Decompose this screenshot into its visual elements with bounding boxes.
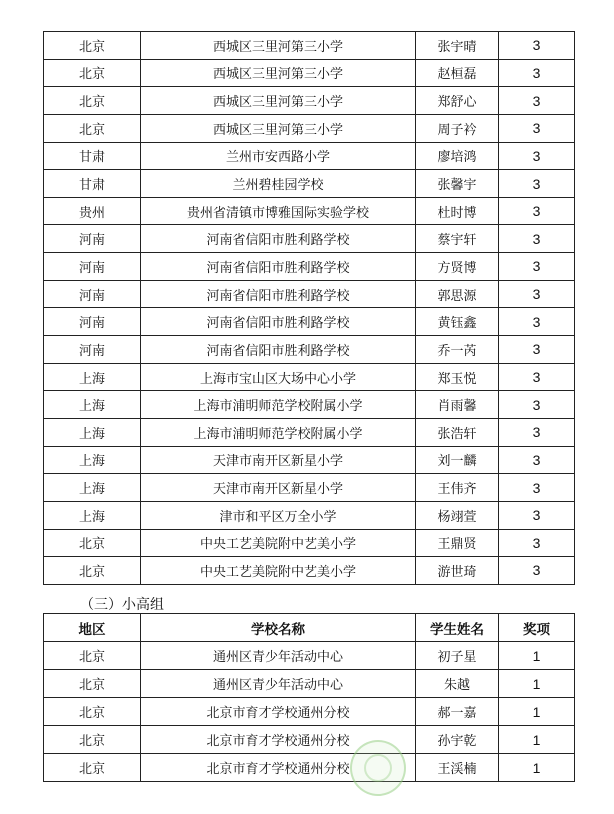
section-title: （三）小高组 [80,597,164,613]
cell-award: 1 [499,670,575,698]
cell-region: 上海 [44,391,141,419]
cell-award: 3 [499,114,575,142]
header-award: 奖项 [499,614,575,642]
cell-student: 朱越 [416,670,499,698]
cell-student: 杜时博 [416,197,499,225]
cell-region: 北京 [44,87,141,115]
cell-school: 河南省信阳市胜利路学校 [141,336,416,364]
table-row [44,59,575,87]
cell-student: 廖培鸿 [416,142,499,170]
cell-award: 3 [499,446,575,474]
cell-region: 北京 [44,642,141,670]
cell-student: 郝一嘉 [416,698,499,726]
cell-region: 北京 [44,59,141,87]
cell-school: 天津市南开区新星小学 [141,474,416,502]
watermark-stamp-icon [350,740,406,796]
cell-region: 北京 [44,529,141,557]
cell-school: 贵州省清镇市博雅国际实验学校 [141,197,416,225]
cell-region: 北京 [44,114,141,142]
table-row [44,726,575,754]
cell-award: 3 [499,474,575,502]
cell-school: 西城区三里河第三小学 [141,59,416,87]
cell-school: 上海市浦明师范学校附属小学 [141,391,416,419]
cell-school: 河南省信阳市胜利路学校 [141,225,416,253]
table-row [44,418,575,446]
cell-region: 北京 [44,32,141,60]
header-region: 地区 [44,614,141,642]
table-row [44,670,575,698]
cell-school: 北京市育才学校通州分校 [141,698,416,726]
cell-student: 王渓楠 [416,754,499,782]
cell-award: 3 [499,87,575,115]
table-body [44,32,575,585]
table-row [44,225,575,253]
cell-student: 王伟齐 [416,474,499,502]
cell-region: 上海 [44,501,141,529]
cell-region: 上海 [44,446,141,474]
cell-student: 郑玉悦 [416,363,499,391]
cell-region: 河南 [44,336,141,364]
cell-region: 甘肃 [44,170,141,198]
cell-region: 河南 [44,225,141,253]
cell-school: 上海市宝山区大场中心小学 [141,363,416,391]
award-table-bottom [43,613,575,782]
cell-award: 3 [499,391,575,419]
cell-region: 甘肃 [44,142,141,170]
cell-award: 3 [499,336,575,364]
cell-student: 肖雨馨 [416,391,499,419]
cell-award: 1 [499,642,575,670]
table-row [44,170,575,198]
cell-school: 西城区三里河第三小学 [141,32,416,60]
table-row [44,336,575,364]
cell-student: 张馨宇 [416,170,499,198]
cell-award: 3 [499,308,575,336]
cell-award: 3 [499,280,575,308]
table-row [44,308,575,336]
cell-student: 张浩轩 [416,418,499,446]
cell-school: 中央工艺美院附中艺美小学 [141,529,416,557]
cell-region: 贵州 [44,197,141,225]
table-row [44,142,575,170]
table-row [44,87,575,115]
table-row [44,557,575,585]
cell-student: 乔一芮 [416,336,499,364]
table-row [44,446,575,474]
cell-student: 杨翊萱 [416,501,499,529]
cell-school: 兰州市安西路小学 [141,142,416,170]
header-student: 学生姓名 [416,614,499,642]
cell-school: 北京市育才学校通州分校 [141,726,416,754]
cell-school: 河南省信阳市胜利路学校 [141,253,416,281]
cell-school: 通州区青少年活动中心 [141,670,416,698]
cell-school: 通州区青少年活动中心 [141,642,416,670]
cell-school: 上海市浦明师范学校附属小学 [141,418,416,446]
cell-region: 北京 [44,754,141,782]
cell-student: 郭思源 [416,280,499,308]
table-row [44,698,575,726]
table-row [44,474,575,502]
cell-student: 张宇晴 [416,32,499,60]
cell-award: 3 [499,32,575,60]
cell-school: 西城区三里河第三小学 [141,114,416,142]
table-row [44,754,575,782]
header-school: 学校名称 [141,614,416,642]
cell-region: 北京 [44,698,141,726]
cell-student: 郑舒心 [416,87,499,115]
cell-award: 3 [499,363,575,391]
cell-award: 1 [499,754,575,782]
cell-student: 刘一麟 [416,446,499,474]
table-body [44,642,575,782]
cell-award: 1 [499,698,575,726]
table-row [44,529,575,557]
cell-award: 1 [499,726,575,754]
cell-award: 3 [499,170,575,198]
table-row [44,253,575,281]
cell-region: 上海 [44,474,141,502]
table-row [44,280,575,308]
cell-region: 上海 [44,363,141,391]
cell-student: 蔡宇轩 [416,225,499,253]
cell-award: 3 [499,142,575,170]
table-row [44,197,575,225]
cell-student: 黄钰鑫 [416,308,499,336]
cell-school: 天津市南开区新星小学 [141,446,416,474]
table-row [44,32,575,60]
table-header-row [44,614,575,642]
cell-student: 周子衿 [416,114,499,142]
cell-school: 北京市育才学校通州分校 [141,754,416,782]
cell-award: 3 [499,225,575,253]
cell-award: 3 [499,418,575,446]
cell-region: 河南 [44,308,141,336]
table-row [44,114,575,142]
cell-school: 兰州碧桂园学校 [141,170,416,198]
cell-student: 王鼎贤 [416,529,499,557]
cell-school: 西城区三里河第三小学 [141,87,416,115]
cell-region: 上海 [44,418,141,446]
table-row [44,363,575,391]
cell-school: 中央工艺美院附中艺美小学 [141,557,416,585]
cell-region: 河南 [44,280,141,308]
cell-student: 赵桓磊 [416,59,499,87]
cell-award: 3 [499,529,575,557]
cell-award: 3 [499,253,575,281]
cell-award: 3 [499,557,575,585]
cell-school: 津市和平区万全小学 [141,501,416,529]
cell-student: 方贤博 [416,253,499,281]
cell-school: 河南省信阳市胜利路学校 [141,308,416,336]
table-row [44,642,575,670]
cell-region: 河南 [44,253,141,281]
table-row [44,391,575,419]
cell-region: 北京 [44,670,141,698]
award-table-top [43,31,575,585]
cell-student: 初子星 [416,642,499,670]
cell-school: 河南省信阳市胜利路学校 [141,280,416,308]
cell-region: 北京 [44,726,141,754]
cell-student: 游世琦 [416,557,499,585]
table-row [44,501,575,529]
cell-region: 北京 [44,557,141,585]
cell-award: 3 [499,197,575,225]
cell-student: 孙宇乾 [416,726,499,754]
cell-award: 3 [499,501,575,529]
cell-award: 3 [499,59,575,87]
